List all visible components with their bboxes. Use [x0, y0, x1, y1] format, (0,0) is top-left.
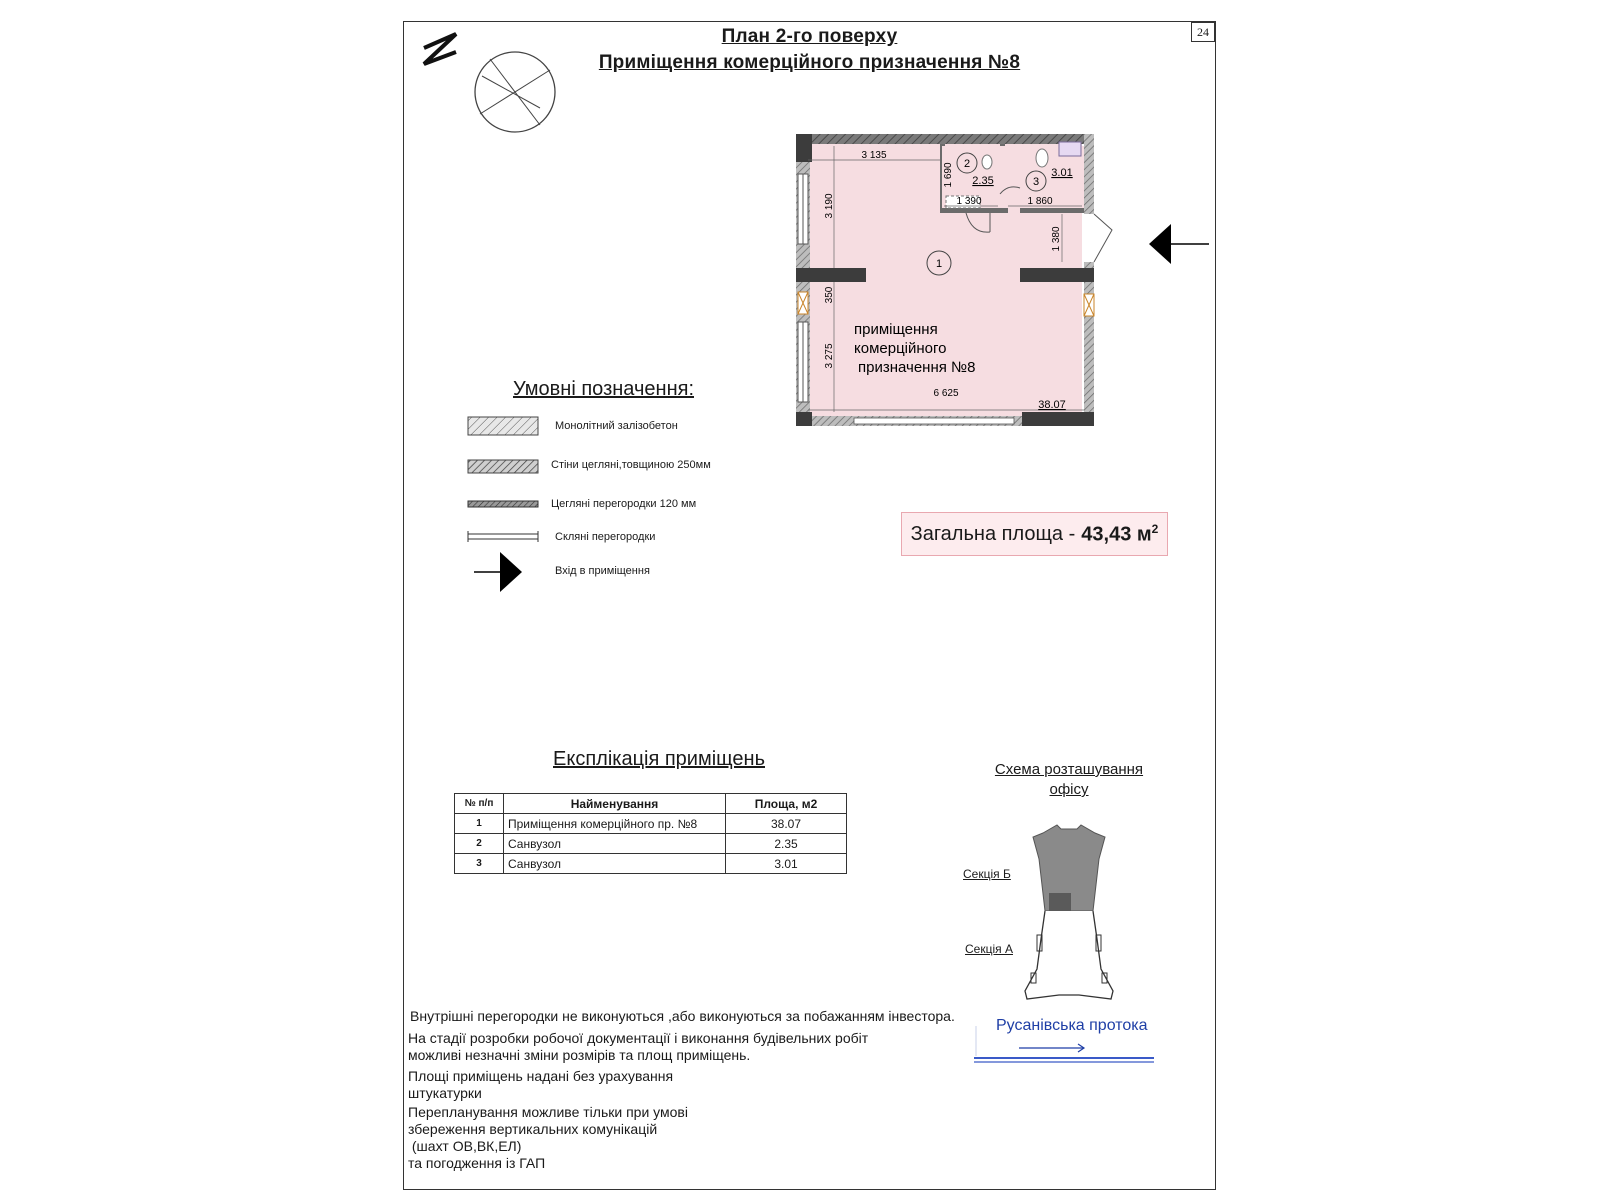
north-arrow-icon: [418, 26, 568, 136]
total-area-box: [901, 512, 1168, 556]
note-areas-line2: штукатурки: [408, 1085, 482, 1101]
drawing-sheet: [403, 21, 1216, 1190]
table-row: [455, 834, 847, 854]
room-1-number: 1: [935, 258, 943, 270]
dim-top-width: 3 135: [861, 150, 887, 161]
floor-plan: [794, 134, 1134, 444]
main-room-label-line1: приміщення: [854, 321, 938, 338]
legend-label-entrance: Вхід в приміщення: [555, 565, 650, 577]
legend-label-glass-partition: Скляні перегородки: [555, 531, 656, 543]
legend-brick-partition-swatch: [466, 496, 542, 512]
river-label: Русанівська протока: [996, 1017, 1148, 1034]
total-area-unit-sup: 2: [1151, 521, 1159, 536]
legend-label-brick-wall: Стіни цегляні,товщиною 250мм: [551, 459, 711, 471]
scheme-title: [984, 760, 1154, 800]
entrance-arrow-icon: [1149, 222, 1209, 268]
legend-glass-partition-swatch: [466, 529, 542, 545]
note-replanning-line2: збереження вертикальних комунікацій: [408, 1121, 658, 1137]
river-flow-arrow-icon: [974, 1022, 1159, 1066]
scheme-title-line2: офісу: [1049, 781, 1089, 798]
room-1-area: 38.07: [1038, 399, 1066, 411]
scheme-title-line1: Схема розташування: [994, 761, 1144, 778]
table-header-row: [455, 794, 847, 814]
note-replanning-line4: та погодження із ГАП: [408, 1155, 546, 1171]
note-areas-line1: Площі приміщень надані без урахування: [408, 1068, 674, 1084]
room-2-area: 2.35: [972, 175, 994, 187]
row-number: 3: [455, 854, 504, 874]
note-replanning-line3: (шахт ОВ,ВК,ЕЛ): [408, 1138, 522, 1154]
note-design-stage-line1: На стадії розробки робочої документації і виконання будівельних робіт: [408, 1030, 869, 1046]
room-3-area: 3.01: [1051, 167, 1073, 179]
section-b-label: Секція Б: [963, 867, 1011, 881]
sheet-number: 24: [1191, 22, 1215, 42]
explication-table: [454, 793, 847, 874]
dim-left-middle: 350: [824, 286, 835, 304]
row-name: Санвузол: [504, 854, 726, 874]
section-a-label: Секція А: [965, 942, 1013, 956]
row-area: 3.01: [726, 854, 847, 874]
premises-title: Приміщення комерційного призначення №8: [598, 52, 1021, 73]
dim-left-lower: 3 275: [824, 343, 835, 369]
room-2-number: 2: [963, 158, 971, 170]
main-room-label-line3: призначення №8: [858, 359, 976, 376]
header-number: № п/п: [455, 794, 504, 814]
dim-entry-height: 1 380: [1051, 226, 1062, 252]
plan-title: План 2-го поверху: [721, 26, 898, 47]
row-name: Приміщення комерційного пр. №8: [504, 814, 726, 834]
legend-label-monolith: Монолітний залізобетон: [555, 420, 678, 432]
note-partitions: Внутрішні перегородки не виконуються ,або виконуються за побажанням інвестора.: [410, 1008, 955, 1024]
legend-title: Умовні позначення:: [513, 378, 694, 400]
header-area: Площа, м2: [726, 794, 847, 814]
note-design-stage-line2: можливі незначні зміни розмірів та площ приміщень.: [408, 1047, 751, 1063]
note-replanning-line1: Перепланування можливе тільки при умові: [408, 1104, 688, 1120]
legend-brick-wall-swatch: [466, 457, 542, 477]
total-area-label: Загальна площа -: [910, 522, 1076, 545]
dim-wc2-height: 1 690: [943, 162, 954, 188]
row-name: Санвузол: [504, 834, 726, 854]
explication-title: Експлікація приміщень: [553, 748, 765, 770]
header-name: Найменування: [504, 794, 726, 814]
dim-wc2-width: 1 390: [956, 196, 982, 207]
dim-left-upper: 3 190: [824, 193, 835, 219]
room-3-number: 3: [1032, 176, 1040, 188]
row-area: 38.07: [726, 814, 847, 834]
building-scheme-diagram: [1019, 819, 1119, 1029]
legend-label-brick-partition: Цегляні перегородки 120 мм: [551, 498, 697, 510]
dim-wc3-width: 1 860: [1027, 196, 1053, 207]
legend-monolith-swatch: [466, 414, 542, 438]
table-row: [455, 854, 847, 874]
total-area-value: 43,43 м: [1081, 523, 1152, 546]
row-area: 2.35: [726, 834, 847, 854]
legend-entrance-arrow-icon: [474, 550, 524, 596]
row-number: 2: [455, 834, 504, 854]
row-number: 1: [455, 814, 504, 834]
dim-bottom-width: 6 625: [933, 388, 959, 399]
table-row: [455, 814, 847, 834]
main-room-label-line2: комерційного: [854, 340, 947, 357]
